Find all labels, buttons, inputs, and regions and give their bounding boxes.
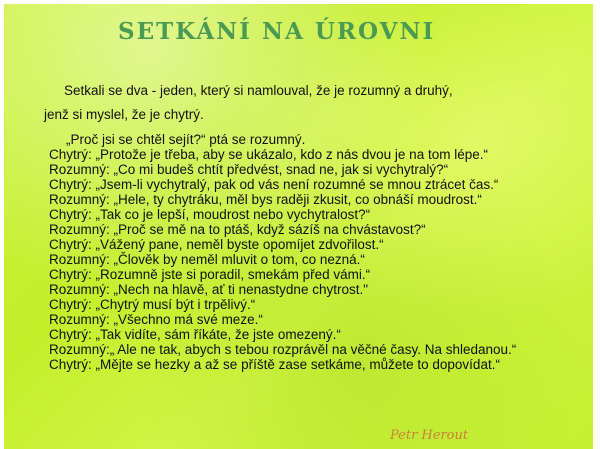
dialogue-line: Chytrý: „Tak vidíte, sám říkáte, že jste omezený.“ (49, 327, 341, 342)
dialogue-line: Rozumný: „Člověk by neměl mluvit o tom, co nezná.“ (49, 252, 365, 267)
dialogue-line: Rozumný: „Všechno má své meze.“ (49, 312, 263, 327)
dialogue-line: Rozumný: „Co mi budeš chtít předvést, snad ne, jak si vychytralý?“ (49, 162, 449, 177)
intro-line-1: Setkali se dva - jeden, který si namlouval, že je rozumný a druhý, (64, 83, 453, 98)
dialogue-line: Rozumný:„ Ale ne tak, abych s tebou rozprávěl na věčné časy. Na shledanou.“ (49, 342, 517, 357)
dialogue-line: Chytrý: „Protože je třeba, aby se ukázalo, kdo z nás dvou je na tom lépe.“ (49, 147, 488, 162)
dialogue-line: Rozumný: „Proč se mě na to ptáš, když sázíš na chvástavost?“ (49, 222, 426, 237)
intro-line-2: jenž si myslel, že je chytrý. (44, 107, 204, 122)
dialogue-list (49, 132, 594, 372)
dialogue-line: Chytrý: „Vážený pane, neměl byste opomíjet zdvořilost.“ (49, 237, 384, 252)
intro-paragraph (44, 79, 584, 127)
dialogue-line: Chytrý: „Mějte se hezky a až se příště zase setkáme, můžete to dopovídat.“ (49, 357, 500, 372)
dialogue-line: Chytrý: „Chytrý musí být i trpělivý.“ (49, 297, 256, 312)
dialogue-line: Chytrý: „Tak co je lepší, moudrost nebo vychytralost?“ (49, 207, 371, 222)
dialogue-line: „Proč jsi se chtěl sejít?“ ptá se rozumný. (66, 132, 306, 147)
page-title: SETKÁNÍ NA ÚROVNI (118, 18, 436, 45)
dialogue-line: Rozumný: „Nech na hlavě, ať ti nenastydne chytrost." (49, 282, 369, 297)
dialogue-line: Chytrý: „Rozumně jste si poradil, smekám před vámi.“ (49, 267, 371, 282)
dialogue-line: Rozumný: „Hele, ty chytráku, měl bys raději zkusit, co obnáší moudrost.“ (49, 192, 482, 207)
dialogue-line: Chytrý: „Jsem-li vychytralý, pak od vás není rozumné se mnou ztrácet čas.“ (49, 177, 499, 192)
author-signature: Petr Herout (390, 428, 469, 443)
